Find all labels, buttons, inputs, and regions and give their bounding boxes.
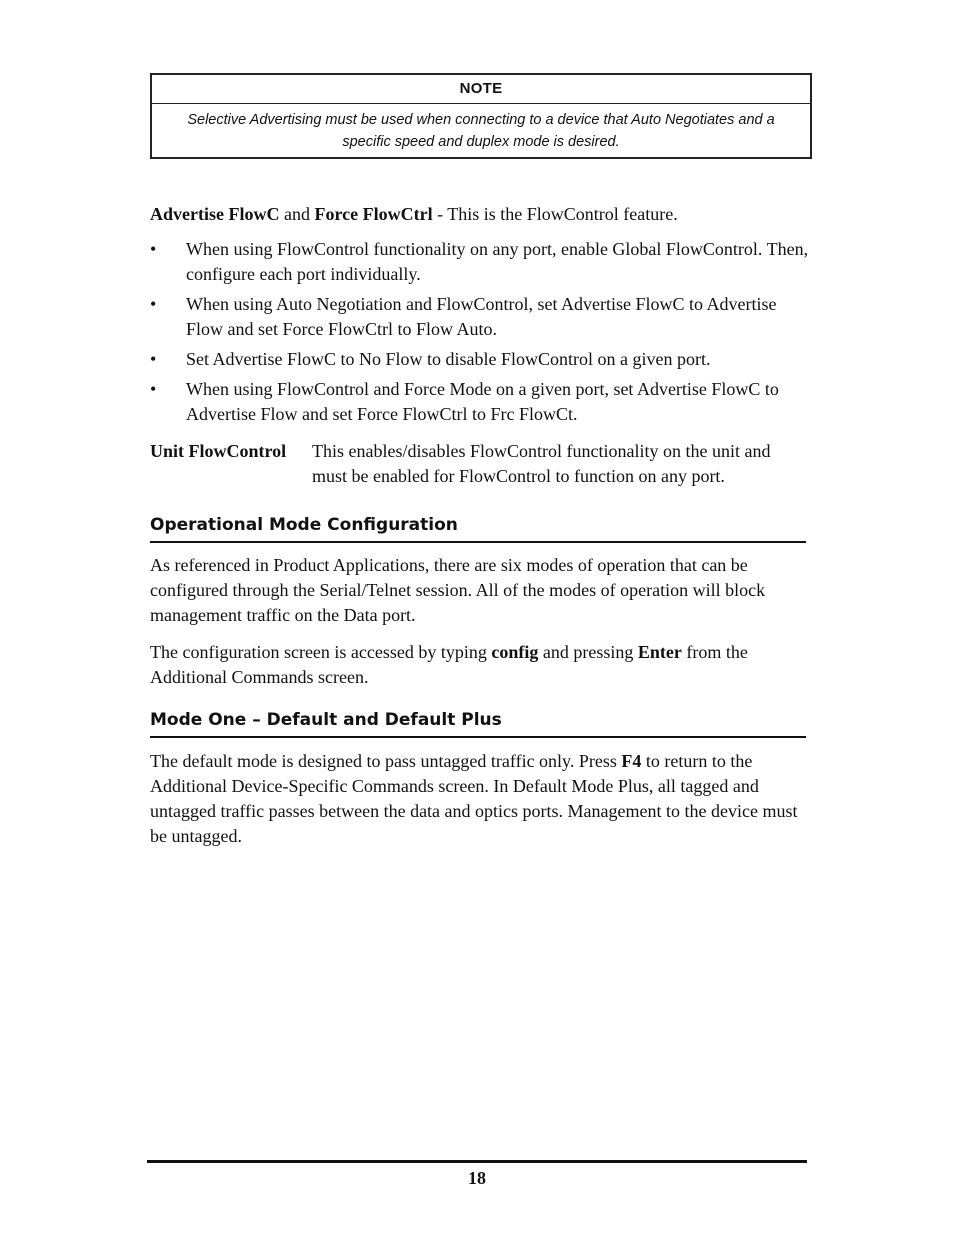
term-force-flowctrl: Force FlowCtrl — [314, 204, 433, 224]
intro-and: and — [279, 204, 315, 224]
flowcontrol-bullet-list — [150, 237, 810, 432]
note-title: NOTE — [152, 75, 810, 104]
section-heading-operational-mode: Operational Mode Configuration — [150, 515, 806, 543]
intro-rest: - This is the FlowControl feature. — [432, 204, 678, 224]
page-number: 18 — [468, 1168, 486, 1188]
keyword-f4: F4 — [621, 751, 642, 771]
bullet-icon: • — [150, 379, 157, 399]
text-span: and pressing — [538, 642, 638, 662]
bullet-text: When using FlowControl functionality on any port, enable Global FlowControl. Then, configure each port individually. — [186, 239, 809, 284]
text-span: to return to the Additional Device-Specific Commands screen. In Default Mode Plus, all tagged and untagged traffic passes between the data and optics ports. Management to the device must be untagged. — [150, 751, 798, 846]
section1-paragraph1: As referenced in Product Applications, there are six modes of operation that can be configured through the Serial/Telnet session. All of the modes of operation will block management traffic on the Data port. — [150, 555, 766, 625]
term-advertise-flowc: Advertise FlowC — [150, 204, 280, 224]
section-heading-mode-one: Mode One – Default and Default Plus — [150, 710, 806, 738]
bullet-icon: • — [150, 349, 157, 369]
section1-paragraph2 — [150, 640, 810, 690]
text-span: The default mode is designed to pass untagged traffic only. Press — [150, 751, 622, 771]
bullet-text: When using FlowControl and Force Mode on a given port, set Advertise FlowC to Advertise Flow and set Force FlowCtrl to Frc FlowCt. — [186, 379, 779, 424]
text-span: The configuration screen is accessed by typing — [150, 642, 492, 662]
definition-term: Unit FlowControl — [150, 441, 287, 461]
section2-paragraph — [150, 749, 810, 849]
list-item — [150, 347, 810, 372]
list-item — [150, 237, 810, 287]
flowcontrol-intro — [150, 202, 810, 227]
bullet-icon: • — [150, 294, 157, 314]
bullet-icon: • — [150, 239, 157, 259]
note-box — [150, 73, 812, 159]
bullet-text: Set Advertise FlowC to No Flow to disable FlowControl on a given port. — [186, 349, 711, 369]
keyword-config: config — [491, 642, 539, 662]
keyword-enter: Enter — [637, 642, 682, 662]
footer-divider — [147, 1160, 807, 1163]
list-item — [150, 377, 810, 427]
list-item — [150, 292, 810, 342]
note-text: Selective Advertising must be used when connecting to a device that Auto Negotiates and a specific speed and duplex mode is desired. — [187, 112, 775, 150]
bullet-text: When using Auto Negotiation and FlowControl, set Advertise FlowC to Advertise Flow and set Force FlowCtrl to Flow Auto. — [186, 294, 777, 339]
definition-text: This enables/disables FlowControl functionality on the unit and must be enabled for FlowControl to function on any port. — [312, 441, 771, 486]
text-span: from the Additional Commands screen. — [150, 642, 748, 687]
